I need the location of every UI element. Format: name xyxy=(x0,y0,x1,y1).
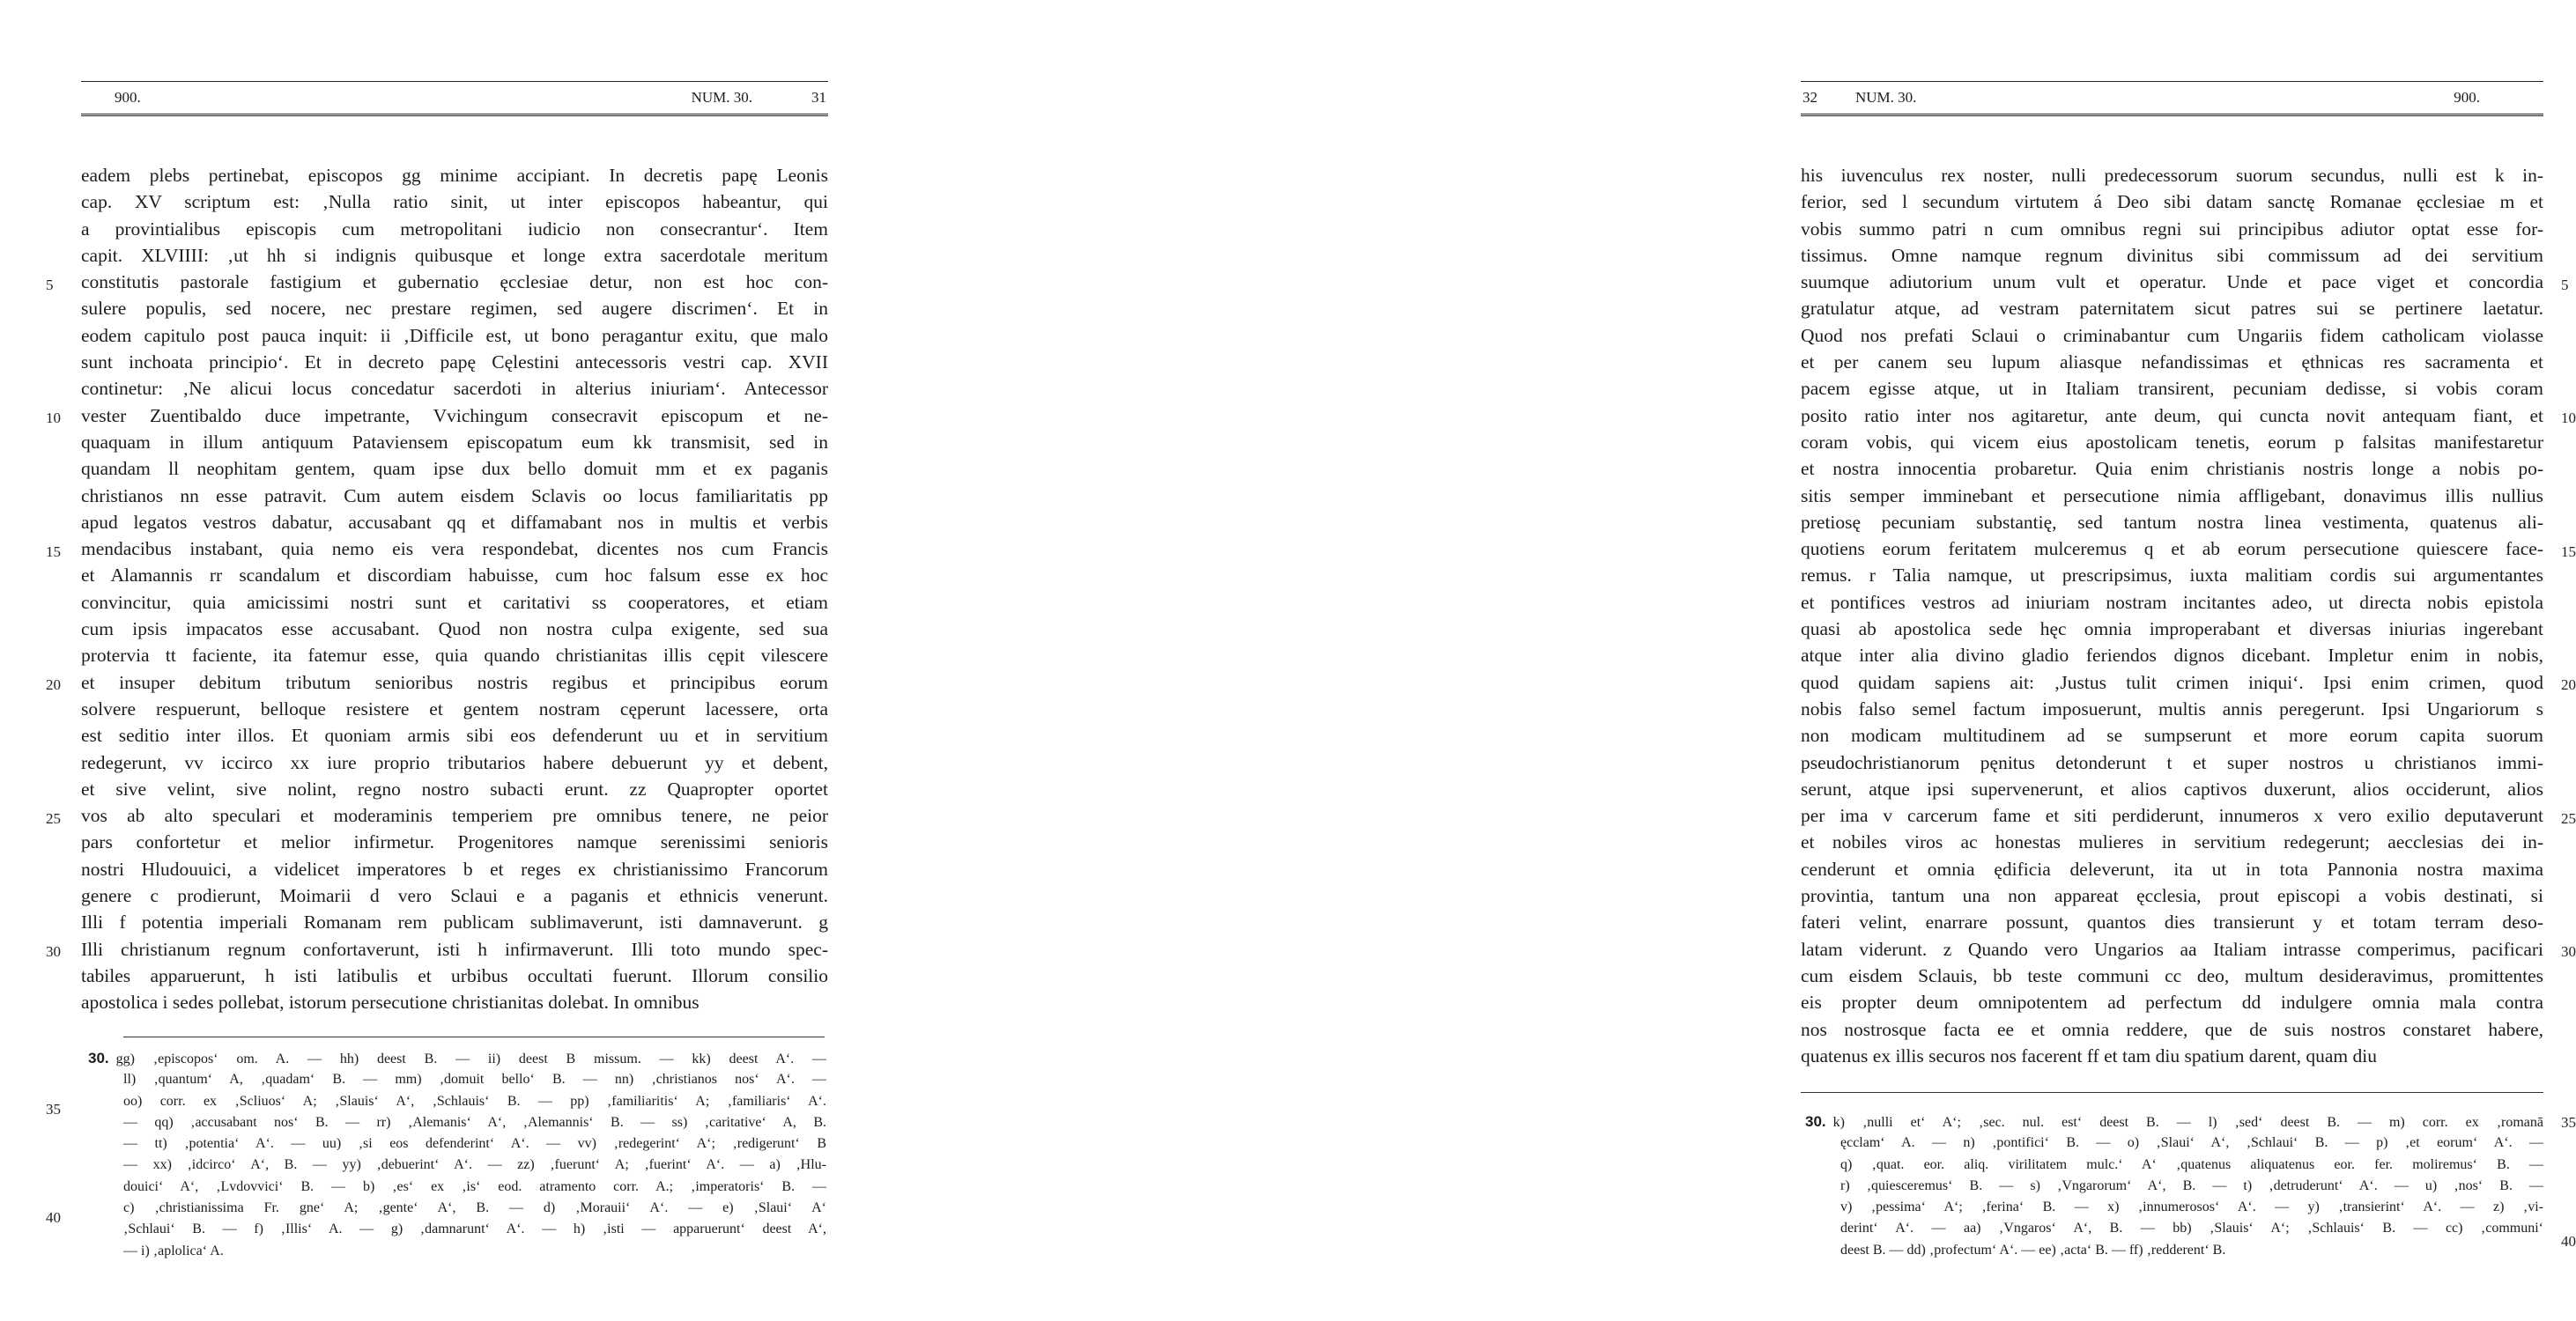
footnote-line: oo) corr. ex ‚Scliuos‘ A; ‚Slauis‘ A‘, ‚Schlauis‘ B. — pp) ‚familiaritis‘ A; ‚familiaris‘ A‘. xyxy=(123,1093,826,1109)
right-line-number: 35 xyxy=(2561,1114,2576,1131)
text-line: suumque adiutorium unum vult et operatur. Unde et pace viget et concordia xyxy=(1801,271,2543,293)
text-line: apostolica i sedes pollebat, istorum persecutione christianitas dolebat. In omnibus xyxy=(81,992,700,1014)
text-line: Quod nos prefati Sclaui o criminabantur cum Ungariis fidem catholicam violasse xyxy=(1801,324,2543,346)
text-line: quaquam in illum antiquum Pataviensem episcopatum eum kk transmisit, sed in xyxy=(81,431,828,453)
footnote-line: ęcclam‘ A. — n) ‚pontifici‘ B. — o) ‚Slaui‘ A‘, ‚Schlaui‘ B. — p) ‚et eorum‘ A‘. — xyxy=(1840,1135,2543,1151)
text-line: latam viderunt. z Quando vero Ungarios aa Italiam intrasse comperimus, pacificari xyxy=(1801,938,2543,960)
text-line: eadem plebs pertinebat, episcopos gg minime accipiant. In decretis papę Leonis xyxy=(81,165,828,186)
text-line: protervia tt faciente, ita fatemur esse, quia quando christianitas illis cępit vilescere xyxy=(81,645,828,667)
text-line: cap. XV scriptum est: ‚Nulla ratio sinit, ut inter episcopos habeantur, qui xyxy=(81,191,828,213)
footnote-line: q) ‚quat. eor. aliq. virilitatem mulc.‘ A‘ ‚quatenus aliquatenus eor. fer. moliremus‘ B. — xyxy=(1840,1156,2543,1172)
footnote-line: c) ‚christianissima Fr. gne‘ A; ‚gente‘ A‘, B. — d) ‚Morauii‘ A‘. — e) ‚Slaui‘ A‘ xyxy=(123,1200,826,1216)
text-line: eis propter deum omnipotentem ad perfectum dd indulgere omnia mala contra xyxy=(1801,992,2543,1014)
footnote-line: ll) ‚quantum‘ A, ‚quadam‘ B. — mm) ‚domuit bello‘ B. — nn) ‚christianos nos‘ A‘. — xyxy=(123,1072,826,1088)
text-line: et pontifices vestros ad iniuriam nostram incitantes adeo, ut directa nobis epistola xyxy=(1801,591,2543,613)
text-line: et Alamannis rr scandalum et discordiam habuisse, cum hoc falsum esse ex hoc xyxy=(81,565,828,587)
text-line: sitis semper imminebant et persecutione nimia affligebant, donavimus illis nullius xyxy=(1801,484,2543,506)
text-line: fateri velint, enarrare possunt, quantos dies transierunt y et totam terram deso- xyxy=(1801,911,2543,934)
text-line: cum eisdem Sclauis, bb teste communi cc deo, multum desideravimus, promittentes xyxy=(1801,964,2543,986)
right-page xyxy=(871,0,2576,1321)
text-line: quasi ab apostolica sede hęc omnia improperabant et diversas iniurias ingerebant xyxy=(1801,618,2543,640)
text-line: pacem egisse atque, ut in Italiam transirent, pecuniam dedisse, si vobis coram xyxy=(1801,378,2543,400)
text-line: Illi f potentia imperiali Romanam rem publicam sublimaverunt, isti damnaverunt. g xyxy=(81,911,828,934)
text-line: vester Zuentibaldo duce impetrante, Vvichingum consecravit episcopum et ne- xyxy=(81,404,828,426)
right-line-number: 40 xyxy=(2561,1233,2576,1250)
right-line-number: 20 xyxy=(2561,676,2576,693)
text-line: et per canem seu lupum aliasque nefandissimas et ęthnicas res sacramenta et xyxy=(1801,351,2543,373)
text-line: pseudochristianorum pęnitus detonderunt t et super nostros u christianos immi- xyxy=(1801,751,2543,773)
text-line: sulere populis, sed nocere, nec prestare regimen, sed augere discrimen‘. Et in xyxy=(81,298,828,320)
right-line-number: 25 xyxy=(2561,810,2576,827)
left-line-number: 10 xyxy=(46,410,61,426)
left-header-year: 900. xyxy=(115,89,141,106)
left-header-title: NUM. 30. xyxy=(691,89,752,106)
text-line: provintia, tantum una non appareat ęcclesia, prout episcopi a vobis destinati, si xyxy=(1801,885,2543,907)
footnote-line: — qq) ‚accusabant nos‘ B. — rr) ‚Alemanis‘ A‘, ‚Alemannis‘ B. — ss) ‚caritative‘ A, B. xyxy=(123,1114,826,1130)
text-line: pretiosę pecuniam substantię, sed tantum nostra linea vestimenta, quatenus ali- xyxy=(1801,511,2543,533)
left-header-page-number: 31 xyxy=(811,89,826,106)
text-line: vos ab alto speculari et moderaminis temperiem pre omnibus tenere, ne peior xyxy=(81,805,828,827)
text-line: atque inter alia divino gladio feriendos dignos dicebant. Impletur enim in nobis, xyxy=(1801,645,2543,667)
text-line: ferior, sed l secundum virtutem á Deo sibi datam sanctę Romanae ęcclesiae m et xyxy=(1801,191,2543,213)
text-line: et nostra innocentia probaretur. Quia enim christianis nostris longe a nobis po- xyxy=(1801,458,2543,480)
text-line: pars confortetur et melior infirmetur. Progenitores namque serenissimi senioris xyxy=(81,831,828,853)
footnote-line: — xx) ‚idcirco‘ A‘, B. — yy) ‚debuerint‘ A‘. — zz) ‚fuerunt‘ A; ‚fuerint‘ A‘. — a) ‚Hlu- xyxy=(123,1157,826,1173)
text-line: Illi christianum regnum confortaverunt, isti h infirmaverunt. Illi toto mundo spec- xyxy=(81,938,828,960)
left-line-number: 35 xyxy=(46,1101,61,1118)
left-running-header xyxy=(81,81,828,116)
right-header-title: NUM. 30. xyxy=(1855,89,1917,106)
footnote-line xyxy=(1805,1111,2543,1133)
text-line: christianos nn esse patravit. Cum autem eisdem Sclavis oo locus familiaritatis pp xyxy=(81,484,828,506)
footnote-number: 30. xyxy=(1805,1113,1826,1130)
text-line: est seditio inter illos. Et quoniam armis sibi eos defenderunt uu et in servitium xyxy=(81,725,828,747)
text-line: et insuper debitum tributum senioribus nostris regibus et principibus eorum xyxy=(81,671,828,693)
text-line: cum ipsis impacatos esse accusabant. Quod non nostra culpa exigente, sed sua xyxy=(81,618,828,640)
text-line: mendacibus instabant, quia nemo eis vera respondebat, dicentes nos cum Francis xyxy=(81,538,828,560)
text-line: nobis falso semel factum imposuerunt, multis annis peregerunt. Ipsi Ungariorum s xyxy=(1801,697,2543,720)
footnote-text: gg) ‚episcopos‘ om. A. — hh) deest B. — ii) deest B missum. — kk) deest A‘. — xyxy=(115,1052,826,1066)
text-line: capit. XLVIIII: ‚ut hh si indignis quibusque et longe extra sacerdotale meritum xyxy=(81,244,828,266)
right-header-page-number: 32 xyxy=(1802,89,1817,106)
text-line: non modicam multitudinem ad se sumpserunt et more eorum capita suorum xyxy=(1801,725,2543,747)
text-line: quod quidam sapiens ait: ‚Justus tulit crimen iniqui‘. Ipsi enim crimen, quod xyxy=(1801,671,2543,693)
text-line: tissimus. Omne namque regnum divinitus sibi commissum ad dei servitium xyxy=(1801,244,2543,266)
footnote-line: — tt) ‚potentia‘ A‘. — uu) ‚si eos defenderint‘ A‘. — vv) ‚redegerint‘ A‘; ‚redigerunt‘ B xyxy=(123,1136,826,1152)
right-line-number: 5 xyxy=(2561,277,2569,293)
footnote-line: ‚Schlaui‘ B. — f) ‚Illis‘ A. — g) ‚damnarunt‘ A‘. — h) ‚isti — apparuerunt‘ deest A‘, xyxy=(123,1221,826,1237)
right-line-number: 30 xyxy=(2561,943,2576,960)
right-running-header xyxy=(1801,81,2543,116)
text-line: a provintialibus episcopis cum metropolitani iudicio non consecrantur‘. Item xyxy=(81,218,828,240)
text-line: genere c prodierunt, Moimarii d vero Sclaui e a paganis et ethnicis venerunt. xyxy=(81,885,828,907)
text-line: et nobiles viros ac honestas mulieres in servitium redegerunt; aecclesias dei in- xyxy=(1801,831,2543,853)
footnote-line: r) ‚quiesceremus‘ B. — s) ‚Vngarorum‘ A‘, B. — t) ‚detruderunt‘ A‘. — u) ‚nos‘ B. — xyxy=(1840,1177,2543,1193)
text-line: convincitur, quia amicissimi nostri sunt et caritativi ss cooperatores, et etiam xyxy=(81,591,828,613)
text-line: cenderunt et omnia ędificia deleverunt, ita ut in tota Pannonia nostra maxima xyxy=(1801,858,2543,880)
text-line: gratulatur atque, ad vestram paternitatem sicut patres sui se pertinere laetatur. xyxy=(1801,298,2543,320)
left-line-number: 20 xyxy=(46,676,61,693)
text-line: nos nostrosque facta ee et omnia reddere, que de suis nostros constaret habere, xyxy=(1801,1018,2543,1040)
text-line: tabiles apparuerunt, h isti latibulis et urbibus occultati fuerunt. Illorum consilio xyxy=(81,964,828,986)
text-line: quandam ll neophitam gentem, quam ipse dux bello domuit mm et ex paganis xyxy=(81,458,828,480)
text-line: vobis summo patri n cum omnibus regni sui principibus adiutor optat esse for- xyxy=(1801,218,2543,240)
footnote-line: deest B. — dd) ‚profectum‘ A‘. — ee) ‚acta‘ B. — ff) ‚redderent‘ B. xyxy=(1840,1242,2226,1258)
left-line-number: 15 xyxy=(46,543,61,560)
right-line-number: 10 xyxy=(2561,410,2576,426)
footnote-line: douici‘ A‘, ‚Lvdovvici‘ B. — b) ‚es‘ ex ‚is‘ eod. atramento corr. A.; ‚imperatoris‘ B. — xyxy=(123,1178,826,1194)
text-line: eodem capitulo post pauca inquit: ii ‚Difficile est, ut bono peragantur exitu, que malo xyxy=(81,324,828,346)
footnote-line: derint‘ A‘. — aa) ‚Vngaros‘ A‘, B. — bb) ‚Slauis‘ A‘; ‚Schlauis‘ B. — cc) ‚communi‘ xyxy=(1840,1221,2543,1236)
left-main-text xyxy=(81,162,828,1016)
left-line-number: 25 xyxy=(46,810,61,827)
right-line-number: 15 xyxy=(2561,543,2576,560)
text-line: redegerunt, vv iccirco xx iure proprio tributarios habere debuerunt yy et debent, xyxy=(81,751,828,773)
text-line: quotiens eorum feritatem mulceremus q et ab eorum persecutione quiescere face- xyxy=(1801,538,2543,560)
text-line: constitutis pastorale fastigium et gubernatio ęcclesiae detur, non est hoc con- xyxy=(81,271,828,293)
left-page xyxy=(0,0,871,1321)
text-line: et sive velint, sive nolint, regno nostro subacti erunt. zz Quapropter oportet xyxy=(81,778,828,800)
text-line: nostri Hludouuici, a videlicet imperatores b et reges ex christianissimo Francorum xyxy=(81,858,828,880)
left-line-number: 5 xyxy=(46,277,54,293)
footnote-text: k) ‚nulli et‘ A‘; ‚sec. nul. est‘ deest B. — l) ‚sed‘ deest B. — m) corr. ex ‚romanā xyxy=(1832,1115,2543,1130)
footnote-line: — i) ‚aplolica‘ A. xyxy=(123,1243,224,1258)
text-line: posito ratio inter nos agitaretur, ante deum, qui cuncta novit antequam fiant, et xyxy=(1801,404,2543,426)
text-line: sunt inchoata principio‘. Et in decreto papę Cęlestini antecessoris vestri cap. XVII xyxy=(81,351,828,373)
right-footnote-rule xyxy=(1801,1092,2543,1093)
text-line: solvere respuerunt, belloque resistere et gentem nostram cęperunt lacessere, orta xyxy=(81,697,828,720)
text-line: remus. r Talia namque, ut prescripsimus, iuxta malitiam cordis sui argumentantes xyxy=(1801,565,2543,587)
footnote-number: 30. xyxy=(88,1050,109,1066)
left-line-number: 30 xyxy=(46,943,61,960)
right-main-text xyxy=(1801,162,2543,1069)
left-line-number: 40 xyxy=(46,1209,61,1226)
text-line: per ima v carcerum fame et siti perdiderunt, innumeros x vero exilio deputaverunt xyxy=(1801,805,2543,827)
left-footnotes xyxy=(88,1048,826,1262)
text-line: quatenus ex illis securos nos facerent ff et tam diu spatium darent, quam diu xyxy=(1801,1044,2377,1066)
text-line: continetur: ‚Ne alicui locus concedatur sacerdoti in alterius iniuriam‘. Antecessor xyxy=(81,378,828,400)
text-line: serunt, atque ipsi supervenerunt, et alios captivos duxerunt, alios occiderunt, alios xyxy=(1801,778,2543,800)
text-line: apud legatos vestros dabatur, accusabant qq et diffamabant nos in multis et verbis xyxy=(81,511,828,533)
text-line: coram vobis, qui vicem eius apostolicam tenetis, eorum p falsitas manifestaretur xyxy=(1801,431,2543,453)
text-line: his iuvenculus rex noster, nulli predecessorum suorum secundus, nulli est k in- xyxy=(1801,165,2543,186)
footnote-line xyxy=(88,1048,826,1069)
right-header-year: 900. xyxy=(2454,89,2480,106)
footnote-line: v) ‚pessima‘ A‘; ‚ferina‘ B. — x) ‚innumerosos‘ A‘. — y) ‚transierint‘ A‘. — z) ‚vi- xyxy=(1840,1199,2543,1215)
right-footnotes xyxy=(1805,1111,2543,1261)
